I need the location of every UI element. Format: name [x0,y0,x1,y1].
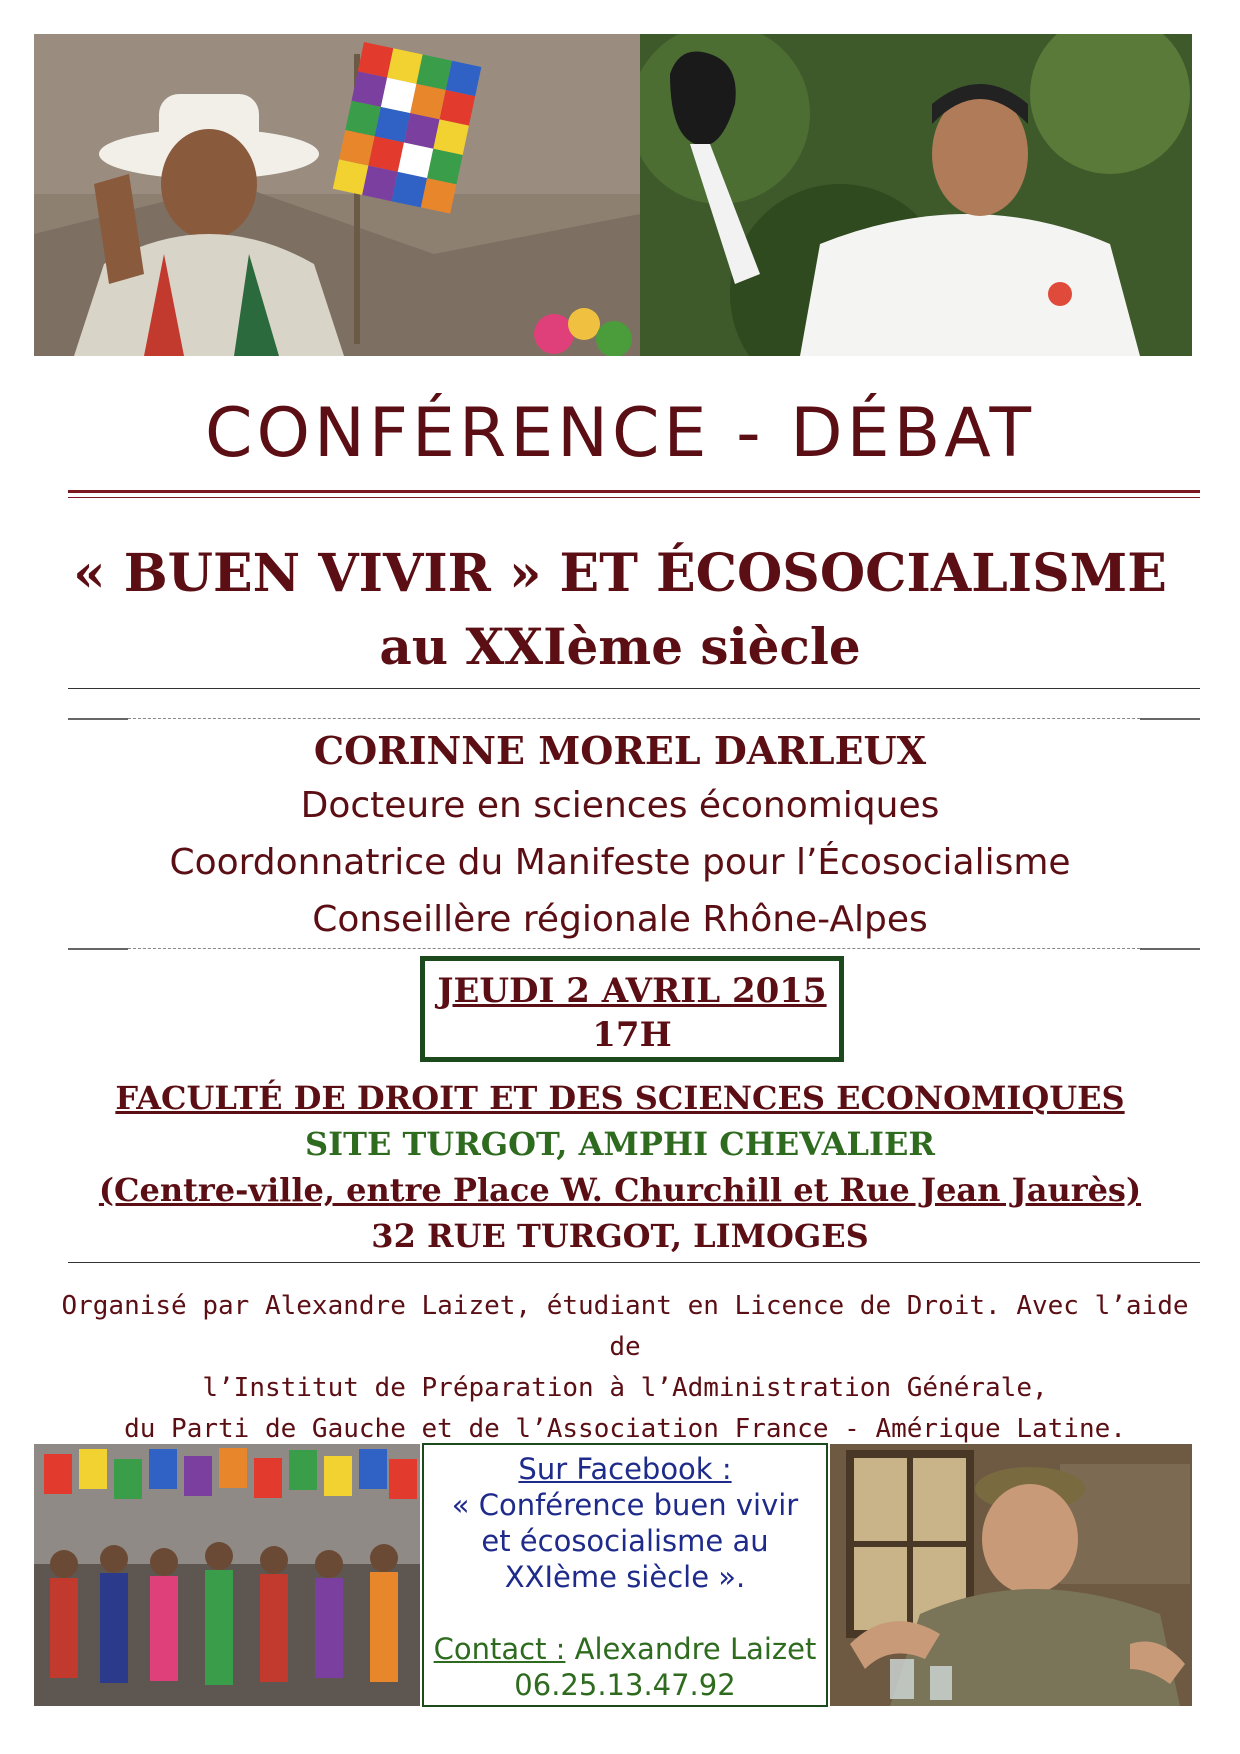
facebook-event-name: et écosocialisme au [481,1524,769,1558]
speaker-name: CORINNE MOREL DARLEUX [313,728,927,773]
organizer-credits [40,1286,1210,1450]
event-date: JEUDI 2 AVRIL 2015 [437,971,827,1011]
venue-directions: (Centre-ville, entre Place W. Churchill et Rue Jean Jaurès) [98,1171,1142,1209]
event-subtitle-line2: au XXIème siècle [379,617,861,676]
date-time-box [420,956,844,1062]
facebook-heading[interactable]: Sur Facebook : [518,1452,732,1486]
speaker-bottom-divider [68,948,1200,949]
event-title: CONFÉRENCE - DÉBAT [205,394,1035,473]
venue-site: SITE TURGOT, AMPHI CHEVALIER [305,1125,935,1163]
title-underline-divider [68,490,1200,498]
facebook-contact-box [422,1443,828,1707]
photo-man-with-wiphala-flag [34,34,640,356]
contact-label: Contact : [433,1632,566,1666]
event-subtitle-line1: « BUEN VIVIR » ET ÉCOSOCIALISME [73,543,1167,604]
speaker-top-divider [68,718,1200,719]
venue-address: 32 RUE TURGOT, LIMOGES [371,1217,869,1255]
contact-phone[interactable]: 06.25.13.47.92 [514,1668,736,1702]
venue-divider [68,1262,1200,1263]
contact-name: Alexandre Laizet [565,1632,817,1666]
organizer-line: Organisé par Alexandre Laizet, étudiant en Licence de Droit. Avec l’aide de [61,1291,1189,1362]
venue-block [0,1075,1240,1259]
photo-man-holding-oil-soil [640,34,1192,356]
venue-faculty: FACULTÉ DE DROIT ET DES SCIENCES ECONOMIQUES [115,1079,1125,1117]
spacer [424,1595,826,1631]
organizer-line: l’Institut de Préparation à l’Administration Générale, [202,1373,1048,1403]
speaker-block [0,725,1240,948]
organizer-line: du Parti de Gauche et de l’Association France - Amérique Latine. [124,1414,1126,1444]
facebook-event-name: « Conférence buen vivir [451,1488,799,1522]
contact-line [424,1631,826,1667]
subtitle-divider [68,688,1200,689]
speaker-role: Docteure en sciences économiques [300,785,940,826]
speaker-role: Conseillère régionale Rhône-Alpes [312,899,928,940]
photo-elderly-man-seated [830,1444,1192,1706]
photo-crowd-march-with-flags [34,1444,420,1706]
facebook-event-name: XXIème siècle ». [504,1560,746,1594]
speaker-role: Coordonnatrice du Manifeste pour l’Écosocialisme [169,842,1071,883]
event-time: 17H [592,1015,672,1055]
